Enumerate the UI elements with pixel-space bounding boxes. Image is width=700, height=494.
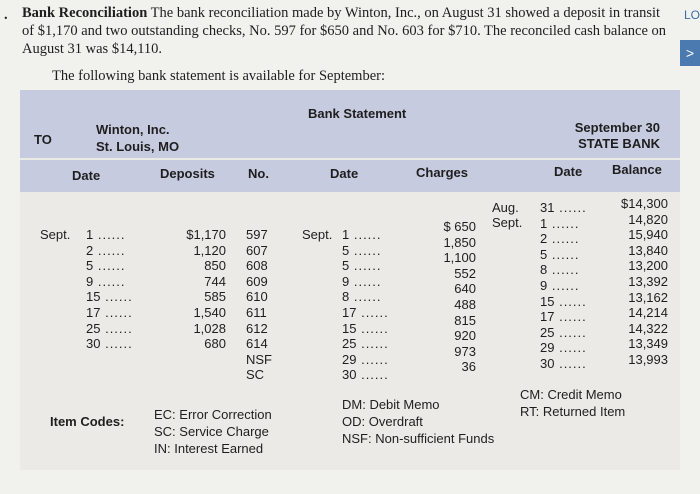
balance-amount: 14,820 — [628, 211, 668, 227]
check-day: 5 ...... — [342, 242, 382, 258]
check-number: 614 — [246, 336, 268, 352]
check-day: 8 ...... — [342, 289, 382, 305]
deposit-amount: 1,028 — [193, 320, 226, 336]
check-number: 612 — [246, 320, 268, 336]
leader-dots: ...... — [554, 293, 587, 309]
leader-dots: ...... — [356, 351, 389, 367]
deposit-amounts — [170, 227, 226, 352]
check-day: 9 ...... — [342, 273, 382, 289]
code-in: IN: Interest Earned — [154, 441, 264, 456]
problem-text — [22, 4, 672, 58]
deposit-day: 30 ...... — [86, 336, 133, 352]
balance-month-sept: Sept. — [492, 215, 523, 230]
leader-dots: ...... — [554, 340, 587, 356]
leader-dots: ...... — [93, 258, 126, 274]
leader-dots: ...... — [93, 242, 126, 258]
next-arrow-icon[interactable]: > — [680, 40, 700, 66]
header-deposits: Deposits — [160, 166, 215, 181]
balance-day: 30 ...... — [540, 355, 587, 371]
following-line: The following bank statement is available for September: — [52, 68, 385, 84]
check-number: 597 — [246, 227, 268, 242]
leader-dots: ...... — [356, 367, 389, 383]
item-codes-label: Item Codes: — [50, 414, 125, 429]
check-charge: 815 — [454, 312, 476, 328]
check-day: 29 ...... — [342, 351, 389, 367]
balance-day: 5 ...... — [540, 246, 580, 262]
check-charges — [428, 219, 476, 375]
check-charge: 920 — [454, 328, 476, 344]
deposit-amount: 850 — [204, 258, 226, 274]
balance-day: 25 ...... — [540, 324, 587, 340]
deposit-day: 2 ...... — [86, 242, 126, 258]
deposit-day: 1 ...... — [86, 227, 126, 242]
leader-dots: ...... — [349, 289, 382, 305]
balance-day: 9 ...... — [540, 277, 580, 293]
check-charge: 640 — [454, 281, 476, 297]
check-number: 609 — [246, 273, 268, 289]
header-no: No. — [248, 166, 269, 181]
leader-dots: ...... — [554, 324, 587, 340]
check-numbers — [246, 227, 272, 383]
check-number: NSF — [246, 351, 272, 367]
leader-dots: ...... — [547, 215, 580, 231]
balance-days — [540, 200, 587, 372]
deposits-month: Sept. — [40, 227, 71, 242]
check-number: 611 — [246, 304, 267, 320]
balance-day: 2 ...... — [540, 231, 580, 247]
balance-amount: 14,214 — [628, 305, 668, 321]
balance-amount: 15,940 — [628, 227, 668, 243]
problem-body: The bank reconciliation made by Winton, Inc., on August 31 showed a deposit in transit of $1,170 and two outstanding checks, No. 597 for $650 and No. 603 for $710. The reconciled cash balance on August 31 was $14,110. — [22, 5, 667, 57]
leader-dots: ...... — [356, 320, 389, 336]
code-cm: CM: Credit Memo — [520, 387, 622, 402]
check-number: SC — [246, 367, 265, 383]
deposit-days — [86, 227, 133, 352]
code-dm: DM: Debit Memo — [342, 397, 440, 412]
leader-dots: ...... — [356, 304, 389, 320]
header-balance: Balance — [612, 162, 662, 177]
item-codes-col2 — [342, 396, 494, 447]
check-number: 610 — [246, 289, 268, 305]
balance-day: 17 ...... — [540, 309, 587, 325]
check-charge: 1,100 — [443, 250, 476, 266]
balance-amount: 13,200 — [628, 258, 668, 274]
deposit-day: 9 ...... — [86, 273, 126, 289]
balance-day: 31 ...... — [540, 200, 587, 215]
leader-dots: ...... — [349, 242, 382, 258]
check-day: 17 ...... — [342, 304, 389, 320]
leader-dots: ...... — [349, 227, 382, 242]
leader-dots: ...... — [547, 262, 580, 278]
checks-month: Sept. — [302, 227, 333, 242]
check-charge: 552 — [454, 265, 476, 281]
check-charge: 36 — [461, 359, 476, 375]
code-ec: EC: Error Correction — [154, 407, 272, 422]
balance-day: 29 ...... — [540, 340, 587, 356]
balance-amount: 14,322 — [628, 320, 668, 336]
leader-dots: ...... — [554, 355, 587, 371]
leader-dots: ...... — [554, 309, 587, 325]
leader-dots: ...... — [349, 258, 382, 274]
leader-dots: ...... — [100, 320, 133, 336]
check-days — [342, 227, 389, 383]
deposit-amount: 1,120 — [193, 242, 226, 258]
statement-header — [20, 90, 680, 158]
check-day: 30 ...... — [342, 367, 389, 383]
statement-date: September 30 — [574, 120, 660, 135]
deposit-amount: 1,540 — [193, 304, 226, 320]
header-date-balance: Date — [554, 164, 583, 179]
balance-day: 8 ...... — [540, 262, 580, 278]
check-charge: $ 650 — [443, 219, 476, 234]
bank-name: STATE BANK — [578, 136, 660, 151]
leader-dots: ...... — [554, 200, 587, 215]
balance-amounts — [610, 196, 668, 368]
deposit-day: 5 ...... — [86, 258, 126, 274]
deposit-day: 25 ...... — [86, 320, 133, 336]
company-city: St. Louis, MO — [96, 139, 180, 154]
balance-amount: 13,162 — [628, 289, 668, 305]
item-codes-col1 — [154, 406, 272, 457]
leader-dots: ...... — [349, 273, 382, 289]
check-day: 25 ...... — [342, 336, 389, 352]
statement-title: Bank Statement — [308, 106, 407, 121]
balance-day: 1 ...... — [540, 215, 580, 231]
header-charges: Charges — [416, 165, 469, 180]
check-number: 608 — [246, 258, 268, 274]
balance-amount: 13,349 — [628, 336, 668, 352]
leader-dots: ...... — [100, 289, 133, 305]
deposit-amount: $1,170 — [186, 227, 226, 242]
deposit-amount: 680 — [204, 336, 226, 352]
header-date-deposits: Date — [72, 168, 101, 183]
leader-dots: ...... — [547, 277, 580, 293]
code-nsf: NSF: Non-sufficient Funds — [342, 431, 495, 446]
problem-bullet: . — [4, 7, 8, 23]
leader-dots: ...... — [100, 336, 133, 352]
check-charge: 973 — [454, 343, 476, 359]
leader-dots: ...... — [356, 336, 389, 352]
deposit-day: 17 ...... — [86, 304, 133, 320]
deposit-amount: 585 — [204, 289, 226, 305]
leader-dots: ...... — [93, 273, 126, 289]
balance-amount: $14,300 — [621, 196, 668, 211]
code-rt: RT: Returned Item — [520, 404, 626, 419]
deposit-day: 15 ...... — [86, 289, 133, 305]
code-od: OD: Overdraft — [342, 414, 423, 429]
check-charge: 488 — [454, 296, 476, 312]
to-label: TO — [34, 132, 52, 147]
leader-dots: ...... — [547, 231, 580, 247]
check-number: 607 — [246, 242, 268, 258]
problem-title: Bank Reconciliation — [22, 5, 148, 21]
leader-dots: ...... — [547, 246, 580, 262]
balance-amount: 13,392 — [628, 273, 668, 289]
deposit-amount: 744 — [204, 273, 226, 289]
balance-amount: 13,993 — [628, 351, 668, 367]
column-headers — [20, 160, 680, 192]
balance-amount: 13,840 — [628, 242, 668, 258]
check-day: 1 ...... — [342, 227, 382, 242]
balance-month-aug: Aug. — [492, 200, 519, 215]
bank-statement — [20, 90, 680, 470]
check-charge: 1,850 — [443, 234, 476, 250]
header-date-checks: Date — [330, 166, 359, 181]
balance-day: 15 ...... — [540, 293, 587, 309]
leader-dots: ...... — [93, 227, 126, 242]
check-day: 5 ...... — [342, 258, 382, 274]
company-name: Winton, Inc. — [96, 122, 170, 137]
problem-intro — [0, 0, 700, 88]
item-codes-col3 — [520, 386, 625, 420]
check-day: 15 ...... — [342, 320, 389, 336]
leader-dots: ...... — [100, 304, 133, 320]
code-sc: SC: Service Charge — [154, 424, 269, 439]
lo-label: LO — [683, 8, 700, 22]
